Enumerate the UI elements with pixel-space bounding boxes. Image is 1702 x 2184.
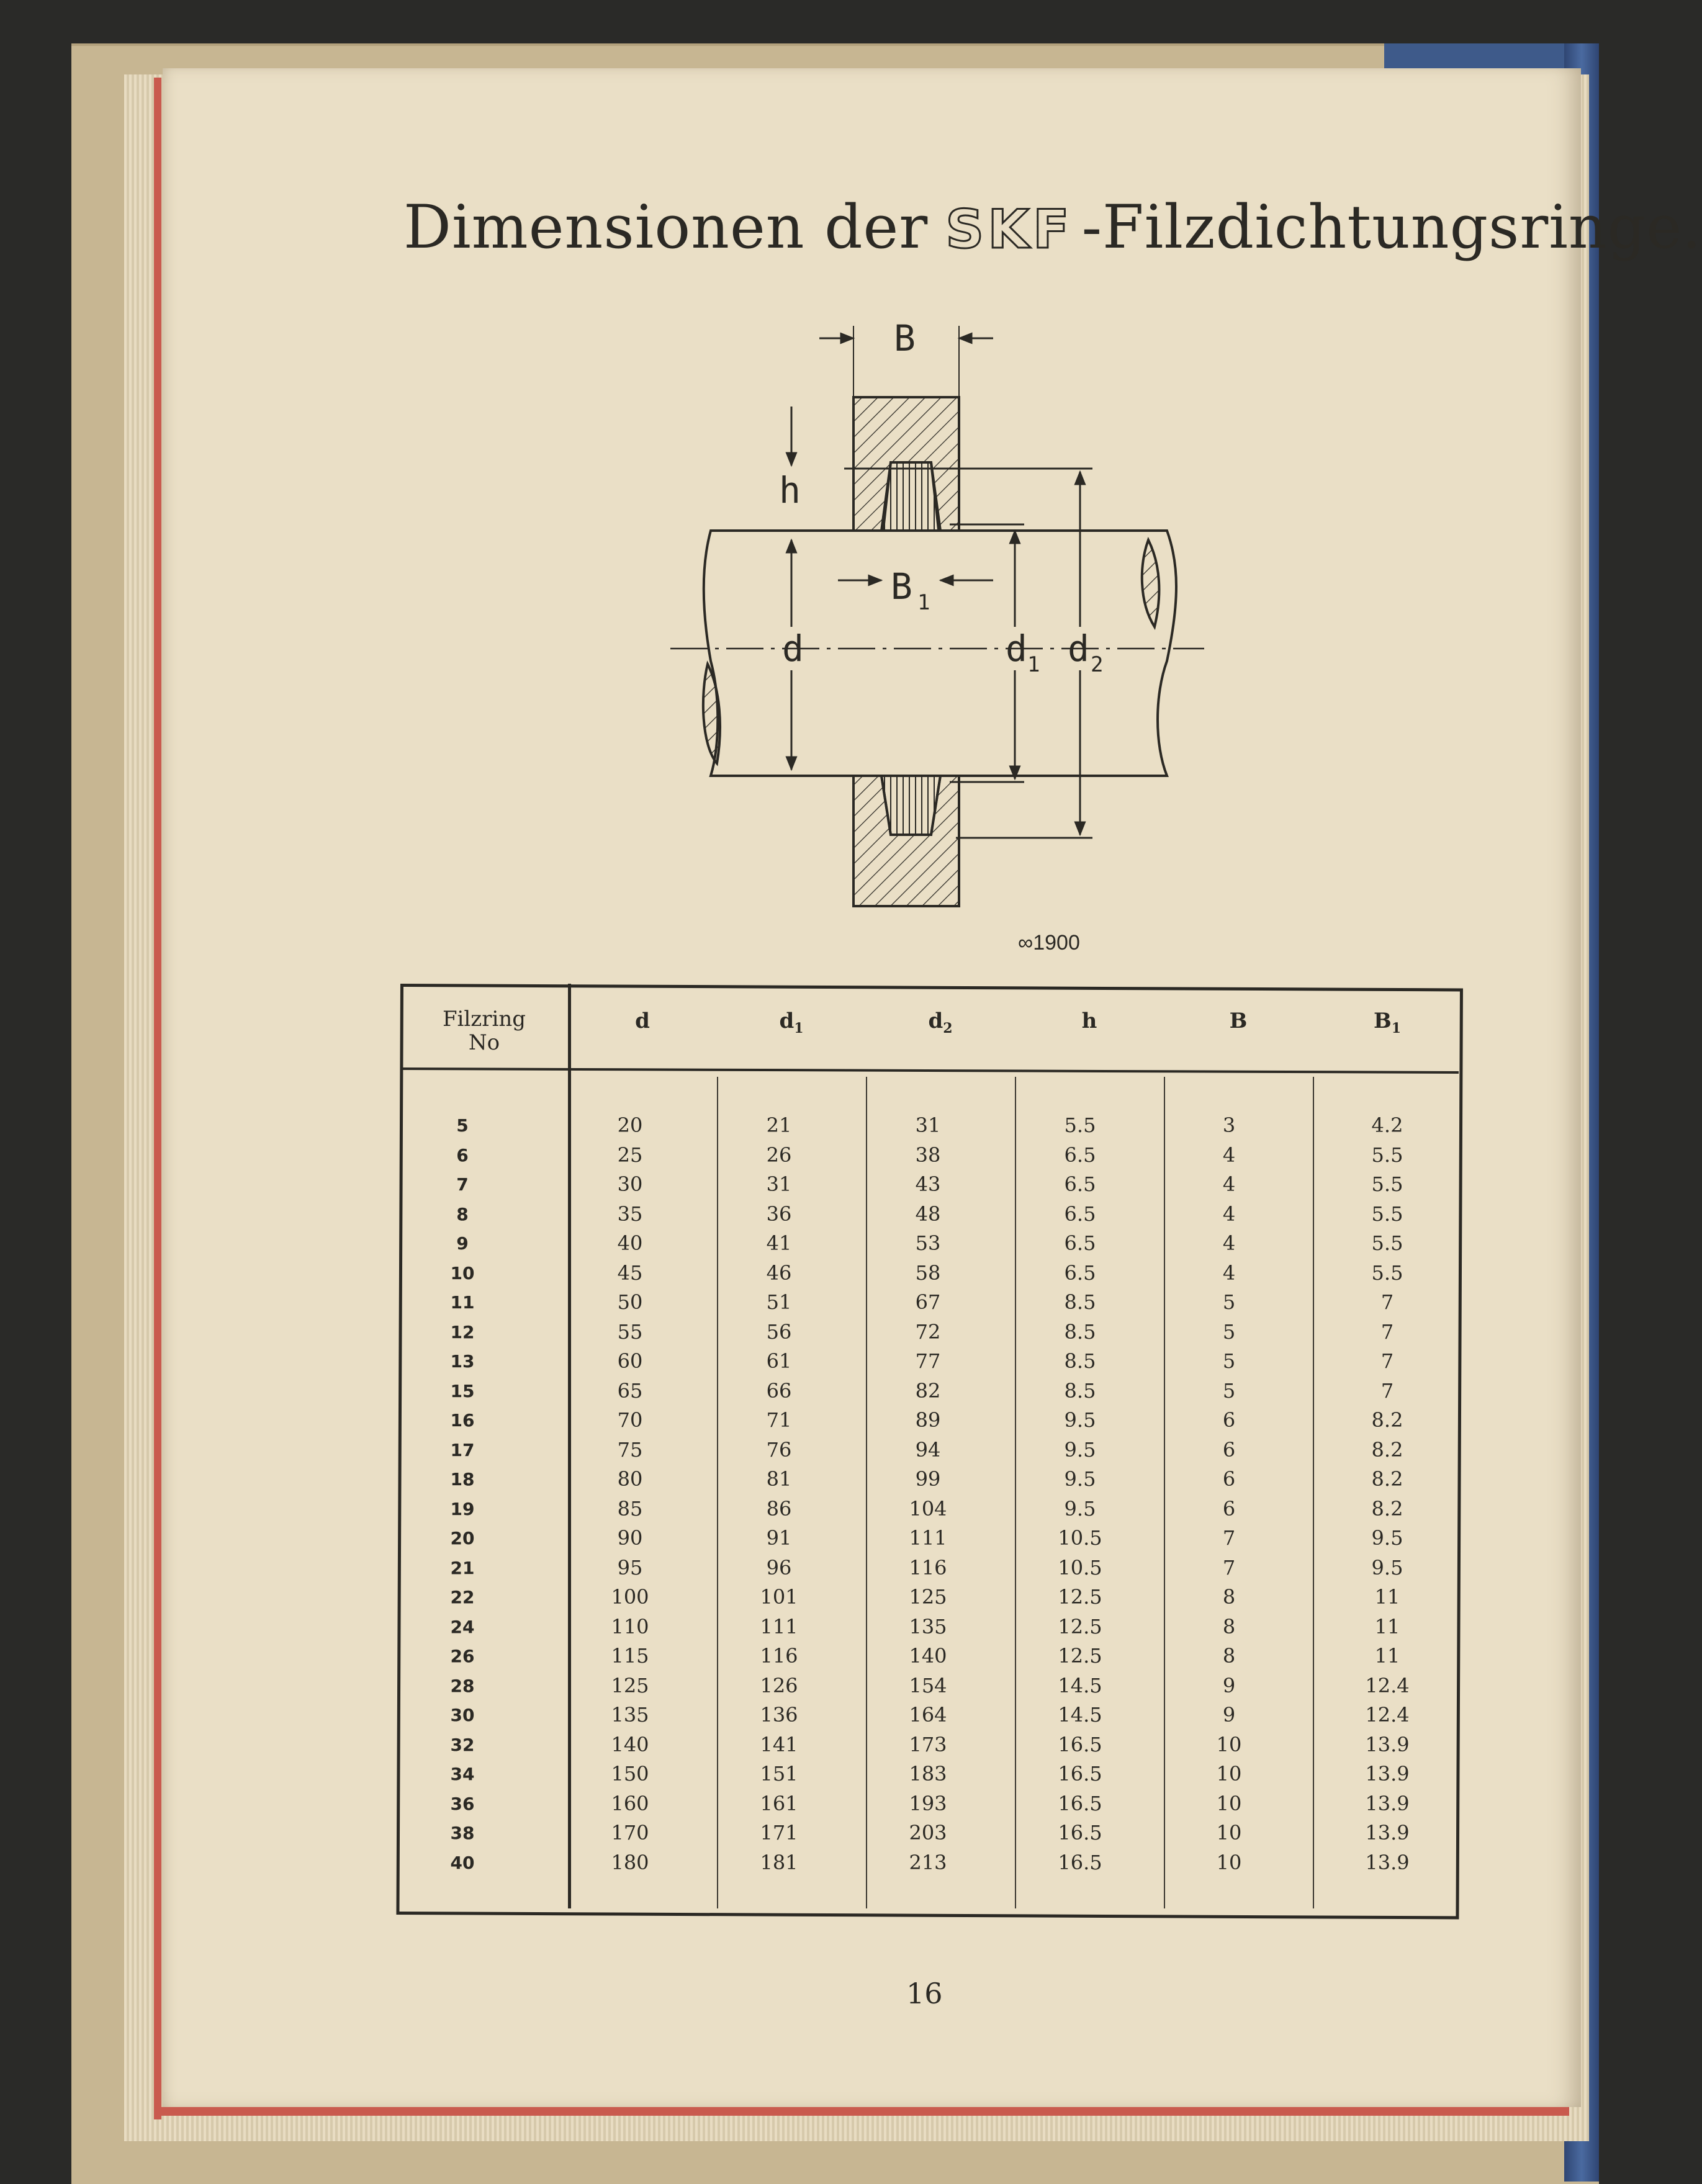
table-cell-d1: 171 <box>760 1821 798 1845</box>
table-cell-B1: 8.2 <box>1371 1496 1403 1521</box>
table-cell-h: 16.5 <box>1058 1821 1102 1845</box>
dimensions-table <box>400 984 1462 1915</box>
header-d <box>568 1009 717 1033</box>
table-cell-d1: 81 <box>766 1467 792 1491</box>
table-cell-d: 135 <box>611 1703 649 1727</box>
table-cell-no: 10 <box>450 1262 475 1283</box>
table-cell-d: 65 <box>617 1378 643 1403</box>
table-cell-d: 180 <box>611 1850 649 1874</box>
table-cell-B: 5 <box>1222 1290 1236 1314</box>
table-cell-no: 20 <box>450 1528 475 1548</box>
table-cell-B1: 8.2 <box>1371 1408 1403 1432</box>
table-cell-no: 17 <box>450 1439 475 1460</box>
table-cell-d: 35 <box>617 1202 643 1226</box>
table-cell-B: 4 <box>1222 1261 1236 1285</box>
title-text-before: Dimensionen der <box>403 192 929 262</box>
table-cell-no: 15 <box>450 1380 475 1401</box>
table-cell-h: 6.5 <box>1064 1261 1096 1285</box>
table-cell-d2: 135 <box>909 1614 947 1638</box>
table-cell-B: 5 <box>1222 1378 1236 1403</box>
table-cell-d: 90 <box>617 1526 643 1550</box>
header-d1-text: d <box>779 1009 795 1033</box>
column-divider <box>866 1077 867 1908</box>
label-B1: B <box>891 565 912 608</box>
table-cell-h: 6.5 <box>1064 1202 1096 1226</box>
table-cell-B: 5 <box>1222 1349 1236 1373</box>
table-cell-h: 8.5 <box>1064 1290 1096 1314</box>
table-cell-d: 50 <box>617 1290 643 1314</box>
table-cell-B1: 5.5 <box>1371 1261 1403 1285</box>
table-cell-d2: 82 <box>915 1378 941 1403</box>
table-cell-B: 10 <box>1216 1821 1242 1845</box>
header-d2-sub: 2 <box>943 1020 953 1036</box>
table-cell-d2: 140 <box>909 1644 947 1668</box>
table-cell-d1: 126 <box>760 1673 798 1697</box>
table-cell-no: 13 <box>450 1351 475 1372</box>
table-cell-B1: 13.9 <box>1365 1821 1410 1845</box>
table-cell-no: 36 <box>450 1793 475 1814</box>
column-divider <box>1313 1077 1314 1908</box>
header-h-text: h <box>1081 1009 1097 1033</box>
header-B-text: B <box>1229 1009 1248 1033</box>
table-cell-d1: 181 <box>760 1850 798 1874</box>
table-cell-B1: 8.2 <box>1371 1467 1403 1491</box>
table-cell-h: 5.5 <box>1064 1113 1096 1137</box>
table-cell-d1: 36 <box>766 1202 792 1226</box>
table-cell-d: 60 <box>617 1349 643 1373</box>
table-cell-B1: 11 <box>1374 1585 1400 1609</box>
table-cell-B1: 5.5 <box>1371 1143 1403 1167</box>
table-cell-h: 9.5 <box>1064 1408 1096 1432</box>
table-cell-d1: 136 <box>760 1703 798 1727</box>
table-cell-B: 10 <box>1216 1732 1242 1756</box>
table-cell-d: 30 <box>617 1172 643 1196</box>
table-cell-d2: 67 <box>915 1290 941 1314</box>
table-cell-d: 45 <box>617 1261 643 1285</box>
table-cell-B1: 9.5 <box>1371 1526 1403 1550</box>
table-cell-B: 10 <box>1216 1791 1242 1815</box>
table-cell-d2: 72 <box>915 1319 941 1344</box>
table-cell-d1: 41 <box>766 1231 792 1255</box>
table-cell-no: 8 <box>456 1203 469 1225</box>
table-cell-h: 16.5 <box>1058 1850 1102 1874</box>
header-d2-text: d <box>928 1009 943 1033</box>
table-cell-B1: 7 <box>1380 1378 1394 1403</box>
table-cell-B: 5 <box>1222 1319 1236 1344</box>
table-cell-d: 150 <box>611 1762 649 1786</box>
table-cell-d1: 116 <box>760 1644 798 1668</box>
table-cell-h: 10.5 <box>1058 1526 1102 1550</box>
table-cell-B1: 13.9 <box>1365 1791 1410 1815</box>
table-cell-d1: 141 <box>760 1732 798 1756</box>
table-cell-d: 140 <box>611 1732 649 1756</box>
table-cell-d: 115 <box>611 1644 649 1668</box>
header-filzring <box>400 1007 568 1054</box>
header-B1-sub: 1 <box>1391 1020 1402 1036</box>
table-cell-B: 4 <box>1222 1143 1236 1167</box>
header-d1-sub: 1 <box>794 1020 804 1036</box>
table-cell-B1: 8.2 <box>1371 1437 1403 1462</box>
table-cell-B: 9 <box>1222 1703 1236 1727</box>
table-cell-B1: 5.5 <box>1371 1172 1403 1196</box>
table-cell-B1: 11 <box>1374 1614 1400 1638</box>
table-cell-h: 6.5 <box>1064 1172 1096 1196</box>
table-cell-h: 16.5 <box>1058 1791 1102 1815</box>
table-cell-d: 40 <box>617 1231 643 1255</box>
table-cell-B: 8 <box>1222 1644 1236 1668</box>
table-cell-no: 11 <box>450 1292 475 1313</box>
table-cell-B: 6 <box>1222 1467 1236 1491</box>
column-d2 <box>878 1111 978 1877</box>
table-cell-h: 16.5 <box>1058 1762 1102 1786</box>
table-cell-h: 8.5 <box>1064 1378 1096 1403</box>
table-cell-d: 80 <box>617 1467 643 1491</box>
table-cell-d: 75 <box>617 1437 643 1462</box>
approx-note: ∞1900 <box>1018 931 1080 955</box>
table-cell-d: 125 <box>611 1673 649 1697</box>
table-cell-B1: 5.5 <box>1371 1231 1403 1255</box>
table-cell-d1: 56 <box>766 1319 792 1344</box>
table-cell-d2: 116 <box>909 1555 947 1580</box>
table-cell-d: 70 <box>617 1408 643 1432</box>
table-cell-d2: 48 <box>915 1202 941 1226</box>
table-cell-no: 18 <box>450 1469 475 1490</box>
table-cell-B: 6 <box>1222 1437 1236 1462</box>
table-cell-h: 9.5 <box>1064 1496 1096 1521</box>
table-cell-no: 7 <box>456 1174 469 1195</box>
table-cell-d: 55 <box>617 1319 643 1344</box>
label-d2: d <box>1068 627 1089 670</box>
table-cell-d2: 31 <box>915 1113 941 1137</box>
table-cell-no: 6 <box>456 1144 469 1166</box>
table-cell-B1: 12.4 <box>1365 1703 1410 1727</box>
label-d1: d <box>1006 627 1027 670</box>
table-cell-d1: 101 <box>760 1585 798 1609</box>
table-cell-B: 10 <box>1216 1850 1242 1874</box>
table-cell-d: 100 <box>611 1585 649 1609</box>
table-cell-d1: 111 <box>760 1614 798 1638</box>
table-cell-d1: 21 <box>766 1113 792 1137</box>
red-page-edge <box>154 78 161 2119</box>
table-cell-d: 95 <box>617 1555 643 1580</box>
table-cell-d2: 154 <box>909 1673 947 1697</box>
table-cell-h: 9.5 <box>1064 1437 1096 1462</box>
table-cell-d2: 53 <box>915 1231 941 1255</box>
table-cell-d1: 161 <box>760 1791 798 1815</box>
table-cell-h: 6.5 <box>1064 1143 1096 1167</box>
table-cell-h: 14.5 <box>1058 1703 1102 1727</box>
table-cell-d1: 31 <box>766 1172 792 1196</box>
table-cell-no: 5 <box>456 1115 469 1136</box>
table-cell-B: 10 <box>1216 1762 1242 1786</box>
header-B1 <box>1313 1009 1462 1036</box>
table-cell-d1: 66 <box>766 1378 792 1403</box>
table-cell-d2: 183 <box>909 1762 947 1786</box>
header-h <box>1015 1009 1164 1033</box>
table-cell-d1: 151 <box>760 1762 798 1786</box>
label-d2-sub: 2 <box>1091 652 1104 677</box>
header-d1 <box>717 1009 866 1036</box>
label-B1-sub: 1 <box>917 590 930 615</box>
label-d: d <box>782 627 804 670</box>
table-cell-no: 16 <box>450 1410 475 1431</box>
table-cell-no: 9 <box>456 1233 469 1254</box>
table-cell-B: 6 <box>1222 1408 1236 1432</box>
table-cell-d1: 96 <box>766 1555 792 1580</box>
header-B <box>1164 1009 1313 1033</box>
table-cell-d1: 76 <box>766 1437 792 1462</box>
table-cell-B1: 13.9 <box>1365 1850 1410 1874</box>
table-cell-B: 4 <box>1222 1231 1236 1255</box>
table-cell-d2: 104 <box>909 1496 947 1521</box>
table-cell-d2: 203 <box>909 1821 947 1845</box>
table-cell-B1: 7 <box>1380 1349 1394 1373</box>
table-cell-B: 6 <box>1222 1496 1236 1521</box>
header-filzring-line1: Filzring <box>442 1007 526 1031</box>
table-cell-d1: 91 <box>766 1526 792 1550</box>
table-cell-d: 85 <box>617 1496 643 1521</box>
table-cell-d2: 99 <box>915 1467 941 1491</box>
table-cell-d2: 58 <box>915 1261 941 1285</box>
table-cell-B: 8 <box>1222 1614 1236 1638</box>
table-cell-B1: 7 <box>1380 1319 1394 1344</box>
table-cell-h: 9.5 <box>1064 1467 1096 1491</box>
header-d2 <box>866 1009 1015 1036</box>
column-divider <box>1015 1077 1016 1908</box>
table-cell-no: 24 <box>450 1616 475 1637</box>
table-cell-d2: 38 <box>915 1143 941 1167</box>
column-divider <box>717 1077 718 1908</box>
table-cell-B1: 12.4 <box>1365 1673 1410 1697</box>
label-h: h <box>779 469 801 511</box>
table-cell-no: 26 <box>450 1646 475 1666</box>
table-cell-h: 6.5 <box>1064 1231 1096 1255</box>
table-cell-B1: 13.9 <box>1365 1762 1410 1786</box>
column-d1 <box>729 1111 829 1877</box>
table-cell-B1: 4.2 <box>1371 1113 1403 1137</box>
table-cell-B1: 11 <box>1374 1644 1400 1668</box>
column-h <box>1024 1111 1136 1877</box>
table-cell-d2: 77 <box>915 1349 941 1373</box>
table-cell-B1: 7 <box>1380 1290 1394 1314</box>
table-cell-d2: 164 <box>909 1703 947 1727</box>
page-number: 16 <box>906 1977 943 2010</box>
column-d <box>580 1111 680 1877</box>
column-filzring-no <box>400 1111 525 1877</box>
table-cell-no: 12 <box>450 1321 475 1342</box>
column-B <box>1173 1111 1285 1877</box>
table-cell-d1: 71 <box>766 1408 792 1432</box>
table-cell-d1: 46 <box>766 1261 792 1285</box>
column-divider <box>1164 1077 1165 1908</box>
table-cell-d1: 51 <box>766 1290 792 1314</box>
table-cell-no: 21 <box>450 1557 475 1578</box>
table-cell-no: 19 <box>450 1498 475 1519</box>
table-cell-h: 8.5 <box>1064 1319 1096 1344</box>
table-cell-d1: 26 <box>766 1143 792 1167</box>
table-cell-h: 12.5 <box>1058 1644 1102 1668</box>
table-cell-no: 30 <box>450 1705 475 1725</box>
table-cell-d: 160 <box>611 1791 649 1815</box>
table-cell-h: 16.5 <box>1058 1732 1102 1756</box>
header-filzring-line2: No <box>468 1030 500 1055</box>
column-divider <box>568 984 571 1908</box>
header-B1-text: B <box>1373 1009 1392 1033</box>
table-cell-h: 8.5 <box>1064 1349 1096 1373</box>
table-cell-d: 170 <box>611 1821 649 1845</box>
table-cell-d2: 213 <box>909 1850 947 1874</box>
table-cell-no: 38 <box>450 1823 475 1843</box>
table-cell-no: 34 <box>450 1764 475 1784</box>
table-cell-no: 28 <box>450 1675 475 1696</box>
table-cell-B1: 5.5 <box>1371 1202 1403 1226</box>
table-cell-B: 7 <box>1222 1526 1236 1550</box>
table-cell-d2: 89 <box>915 1408 941 1432</box>
table-cell-B1: 9.5 <box>1371 1555 1403 1580</box>
table-cell-d: 25 <box>617 1143 643 1167</box>
table-cell-h: 12.5 <box>1058 1614 1102 1638</box>
column-B1 <box>1325 1111 1449 1877</box>
title-text-after: -Filzdichtungsringe. <box>1081 192 1702 262</box>
table-cell-d: 110 <box>611 1614 649 1638</box>
table-cell-B: 3 <box>1222 1113 1236 1137</box>
red-page-edge-bottom <box>154 2107 1569 2116</box>
felt-ring-diagram <box>658 317 1229 931</box>
table-cell-d2: 94 <box>915 1437 941 1462</box>
table-cell-d2: 43 <box>915 1172 941 1196</box>
table-cell-d2: 125 <box>909 1585 947 1609</box>
table-cell-no: 22 <box>450 1587 475 1607</box>
table-cell-B: 4 <box>1222 1172 1236 1196</box>
label-d1-sub: 1 <box>1027 652 1040 677</box>
table-cell-B: 8 <box>1222 1585 1236 1609</box>
table-cell-no: 32 <box>450 1734 475 1755</box>
table-cell-B: 7 <box>1222 1555 1236 1580</box>
table-cell-no: 40 <box>450 1852 475 1873</box>
table-cell-d2: 173 <box>909 1732 947 1756</box>
header-d-text: d <box>635 1009 650 1033</box>
table-cell-B1: 13.9 <box>1365 1732 1410 1756</box>
label-B: B <box>894 317 916 359</box>
table-cell-d1: 61 <box>766 1349 792 1373</box>
table-cell-h: 12.5 <box>1058 1585 1102 1609</box>
table-cell-B: 4 <box>1222 1202 1236 1226</box>
table-cell-d2: 111 <box>909 1526 947 1550</box>
table-cell-d: 20 <box>617 1113 643 1137</box>
table-cell-h: 10.5 <box>1058 1555 1102 1580</box>
table-cell-d2: 193 <box>909 1791 947 1815</box>
table-cell-h: 14.5 <box>1058 1673 1102 1697</box>
table-cell-B: 9 <box>1222 1673 1236 1697</box>
table-cell-d1: 86 <box>766 1496 792 1521</box>
skf-logo: SKF <box>945 199 1073 261</box>
page-title <box>403 192 1702 262</box>
